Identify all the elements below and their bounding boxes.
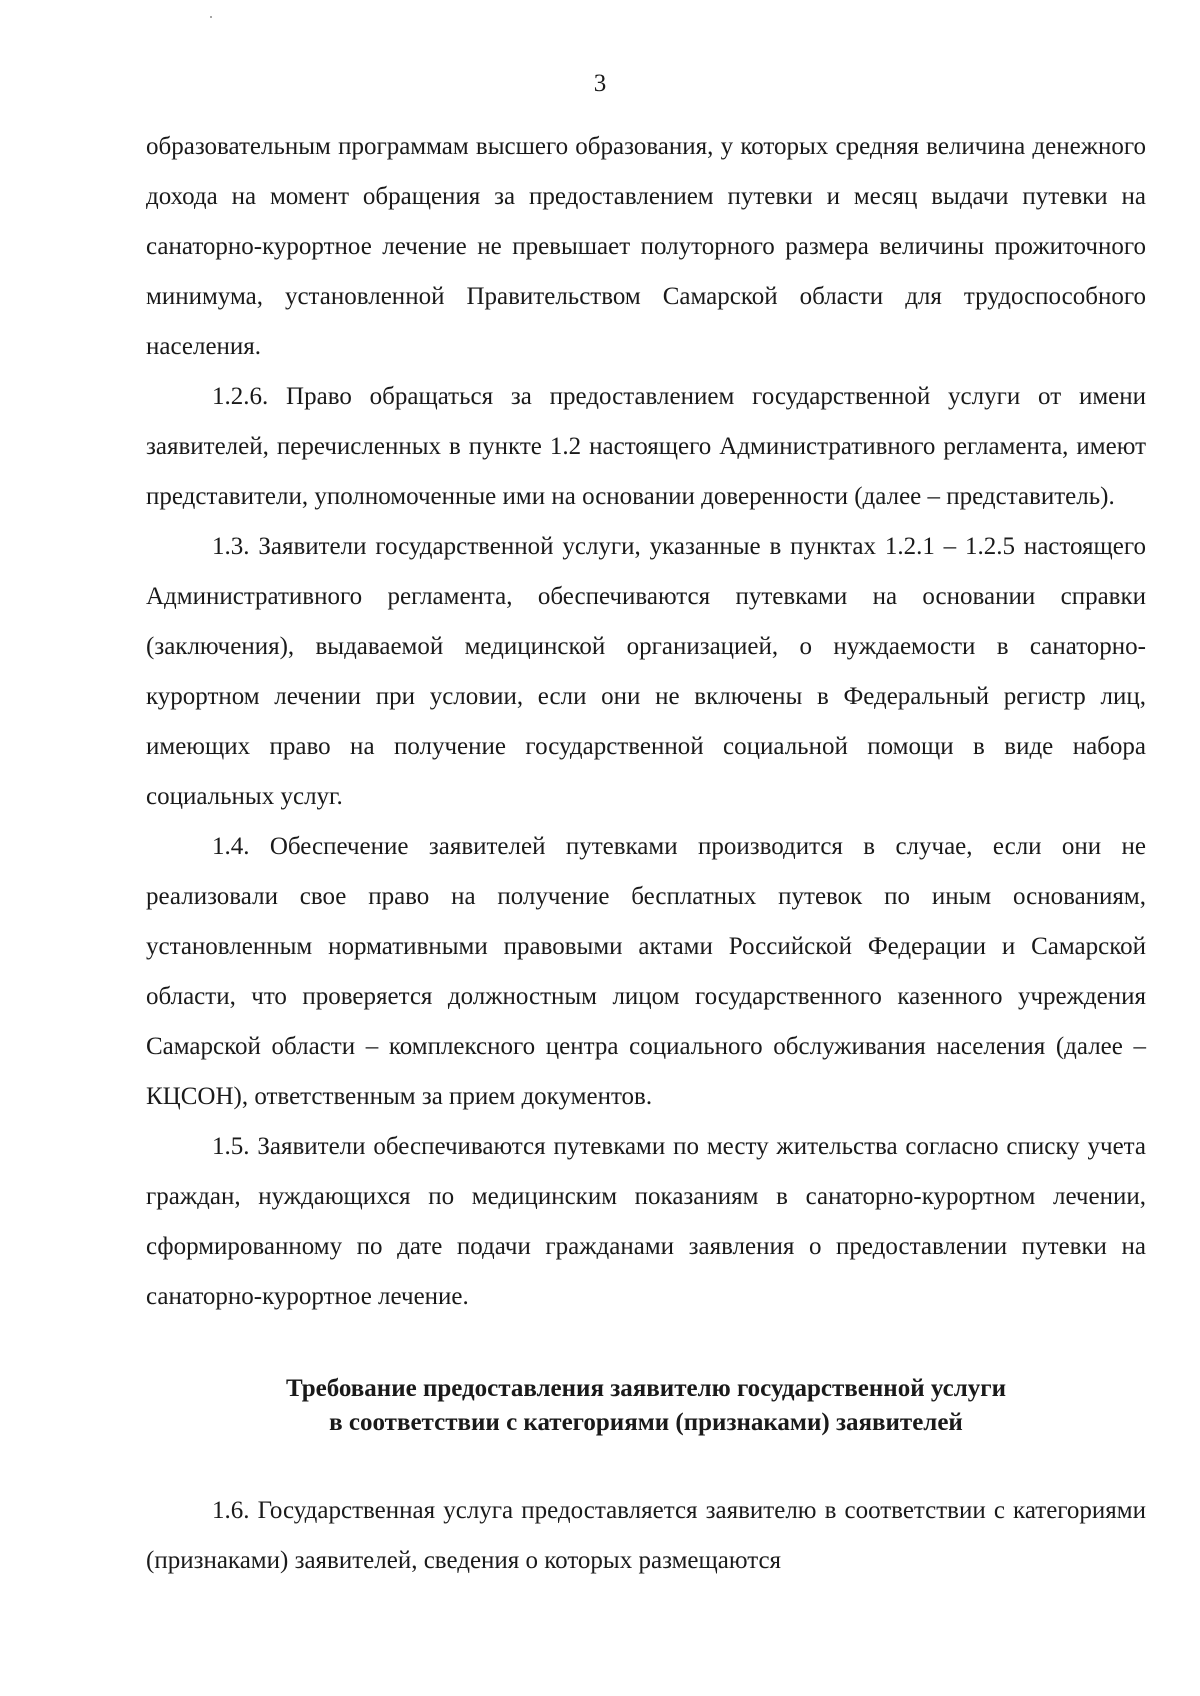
scan-speck (210, 16, 212, 18)
paragraph-1-5: 1.5. Заявители обеспечиваются путевками по месту жительства согласно списку учета граждан, нуждающихся по медицинским показаниям в санаторно-курортном лечении, сформированному по дате подачи гражданами заявления о предоставлении путевки на санаторно-курортное лечение. (146, 1133, 1146, 1310)
paragraph-1-3: 1.3. Заявители государственной услуги, указанные в пунктах 1.2.1 – 1.2.5 настоящего Административного регламента, обеспечиваются путевками на основании справки (заключения), выдаваемой медицинской организацией, о нуждаемости в санаторно-курортном лечении при условии, если они не включены в Федеральный регистр лиц, имеющих право на получение государственной социальной помощи в виде набора социальных услуг. (146, 533, 1146, 810)
page-number: 3 (593, 70, 607, 97)
section-heading-line-1: Требование предоставления заявителю государственной услуги (286, 1375, 1006, 1402)
section-heading (146, 1372, 1146, 1440)
section-heading-line-2: в соответствии с категориями (признаками) заявителей (329, 1409, 963, 1436)
paragraph-1-4: 1.4. Обеспечение заявителей путевками производится в случае, если они не реализовали свое право на получение бесплатных путевок по иным основаниям, установленным нормативными правовыми актами Российской Федерации и Самарской области, что проверяется должностным лицом государственного казенного учреждения Самарской области – комплексного центра социального обслуживания населения (далее – КЦСОН), ответственным за прием документов. (146, 833, 1146, 1110)
paragraph-1-2-6: 1.2.6. Право обращаться за предоставлением государственной услуги от имени заявителей, перечисленных в пункте 1.2 настоящего Административного регламента, имеют представители, уполномоченные ими на основании доверенности (далее – представитель). (146, 383, 1146, 510)
paragraph-continuation: образовательным программам высшего образования, у которых средняя величина денежного дохода на момент обращения за предоставлением путевки и месяц выдачи путевки на санаторно-курортное лечение не превышает полуторного размера величины прожиточного минимума, установленной Правительством Самарской области для трудоспособного населения. (146, 133, 1146, 360)
document-body (146, 122, 1146, 1586)
paragraph-1-6: 1.6. Государственная услуга предоставляется заявителю в соответствии с категориями (признаками) заявителей, сведения о которых размещаются (146, 1497, 1146, 1574)
